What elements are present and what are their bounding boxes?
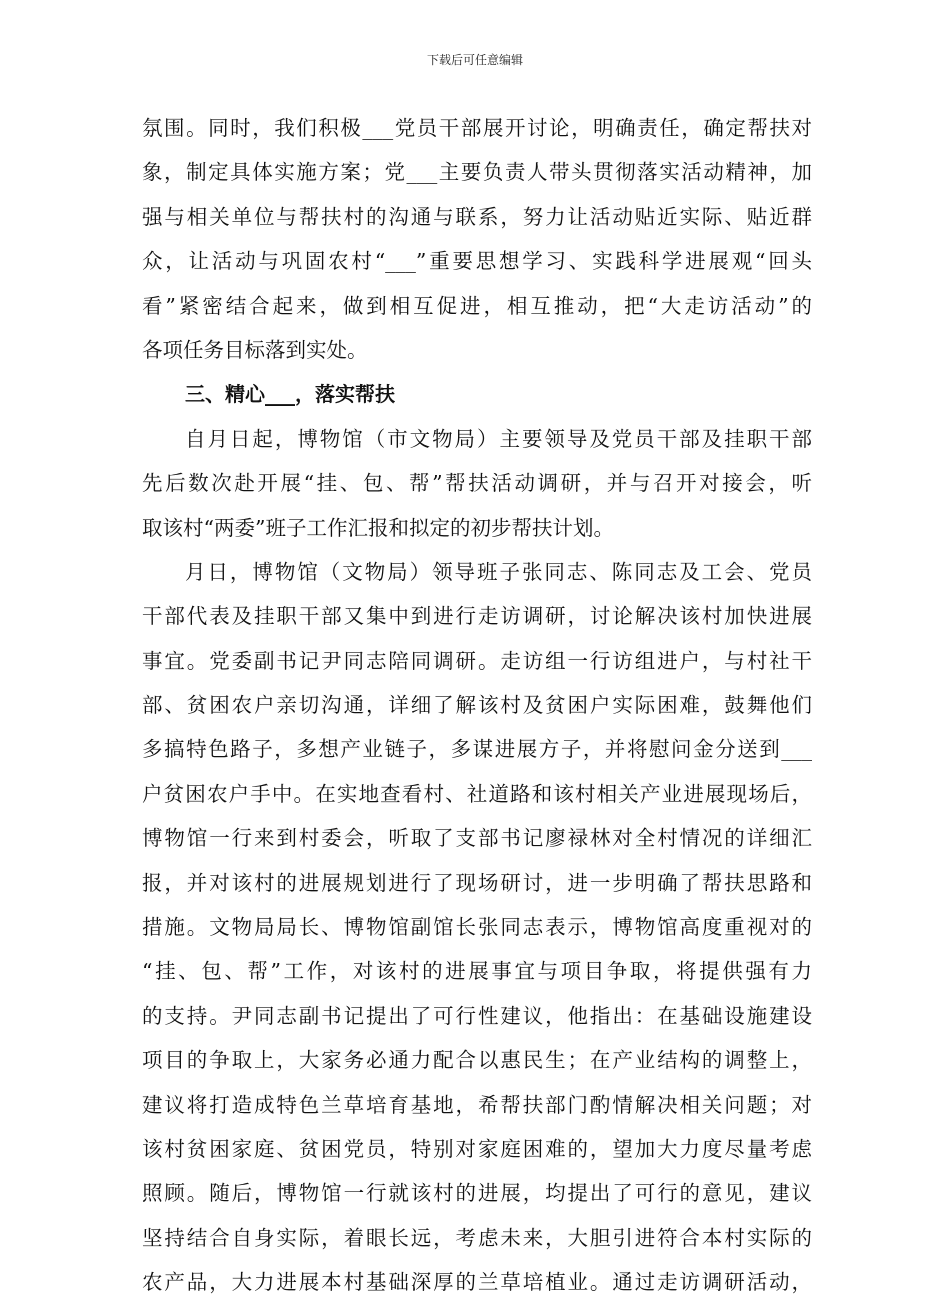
text-line: 象，制定具体实施方案；党___主要负责人带头贯彻落实活动精神，加 xyxy=(142,160,812,185)
text-line: 强与相关单位与帮扶村的沟通与联系，努力让活动贴近实际、贴近群 xyxy=(142,204,812,229)
text-line: 户贫困农户手中。在实地查看村、社道路和该村相关产业进展现场后， xyxy=(142,781,812,806)
section-heading: 三、精心___，落实帮扶 xyxy=(185,382,395,407)
text-line: 博物馆一行来到村委会，听取了支部书记廖禄林对全村情况的详细汇 xyxy=(142,826,812,851)
text-line: 事宜。党委副书记尹同志陪同调研。走访组一行访组进户，与村社干 xyxy=(142,648,812,673)
text-line: 先后数次赴开展“挂、包、帮”帮扶活动调研，并与召开对接会，听 xyxy=(142,471,812,496)
text-line: 报，并对该村的进展规划进行了现场研讨，进一步明确了帮扶思路和 xyxy=(142,870,812,895)
text-line: 各项任务目标落到实处。 xyxy=(142,337,368,362)
text-line: 月日，博物馆（文物局）领导班子张同志、陈同志及工会、党员 xyxy=(185,559,812,584)
text-line: 多搞特色路子，多想产业链子，多谋进展方子，并将慰问金分送到___ xyxy=(142,737,812,762)
text-line: 建议将打造成特色兰草培育基地，希帮扶部门酌情解决相关问题；对 xyxy=(142,1092,812,1117)
text-line: 取该村“两委”班子工作汇报和拟定的初步帮扶计划。 xyxy=(142,515,614,540)
text-line: 的支持。尹同志副书记提出了可行性建议，他指出：在基础设施建设 xyxy=(142,1003,812,1028)
text-line: 农产品，大力进展本村基础深厚的兰草培植业。通过走访调研活动， xyxy=(142,1270,812,1295)
page-header-note: 下载后可任意编辑 xyxy=(426,53,523,67)
document-body xyxy=(142,106,812,1305)
text-line: 众，让活动与巩固农村“___”重要思想学习、实践科学进展观“回头 xyxy=(142,249,812,274)
text-line: 坚持结合自身实际，着眼长远，考虑未来，大胆引进符合本村实际的 xyxy=(142,1225,812,1250)
text-line: 部、贫困农户亲切沟通，详细了解该村及贫困户实际困难，鼓舞他们 xyxy=(142,693,812,718)
text-line: 项目的争取上，大家务必通力配合以惠民生；在产业结构的调整上， xyxy=(142,1048,812,1073)
text-line: 措施。文物局局长、博物馆副馆长张同志表示，博物馆高度重视对的 xyxy=(142,915,812,940)
text-line: 照顾。随后，博物馆一行就该村的进展，均提出了可行的意见，建议 xyxy=(142,1181,812,1206)
text-line: 自月日起，博物馆（市文物局）主要领导及党员干部及挂职干部 xyxy=(185,426,812,451)
text-line: 看”紧密结合起来，做到相互促进，相互推动，把“大走访活动”的 xyxy=(142,293,812,318)
text-line: “挂、包、帮”工作，对该村的进展事宜与项目争取，将提供强有力 xyxy=(142,959,812,984)
text-line: 该村贫困家庭、贫困党员，特别对家庭困难的，望加大力度尽量考虑 xyxy=(142,1136,812,1161)
text-line: 氛围。同时，我们积极___党员干部展开讨论，明确责任，确定帮扶对 xyxy=(142,116,812,140)
text-line: 干部代表及挂职干部又集中到进行走访调研，讨论解决该村加快进展 xyxy=(142,604,812,629)
